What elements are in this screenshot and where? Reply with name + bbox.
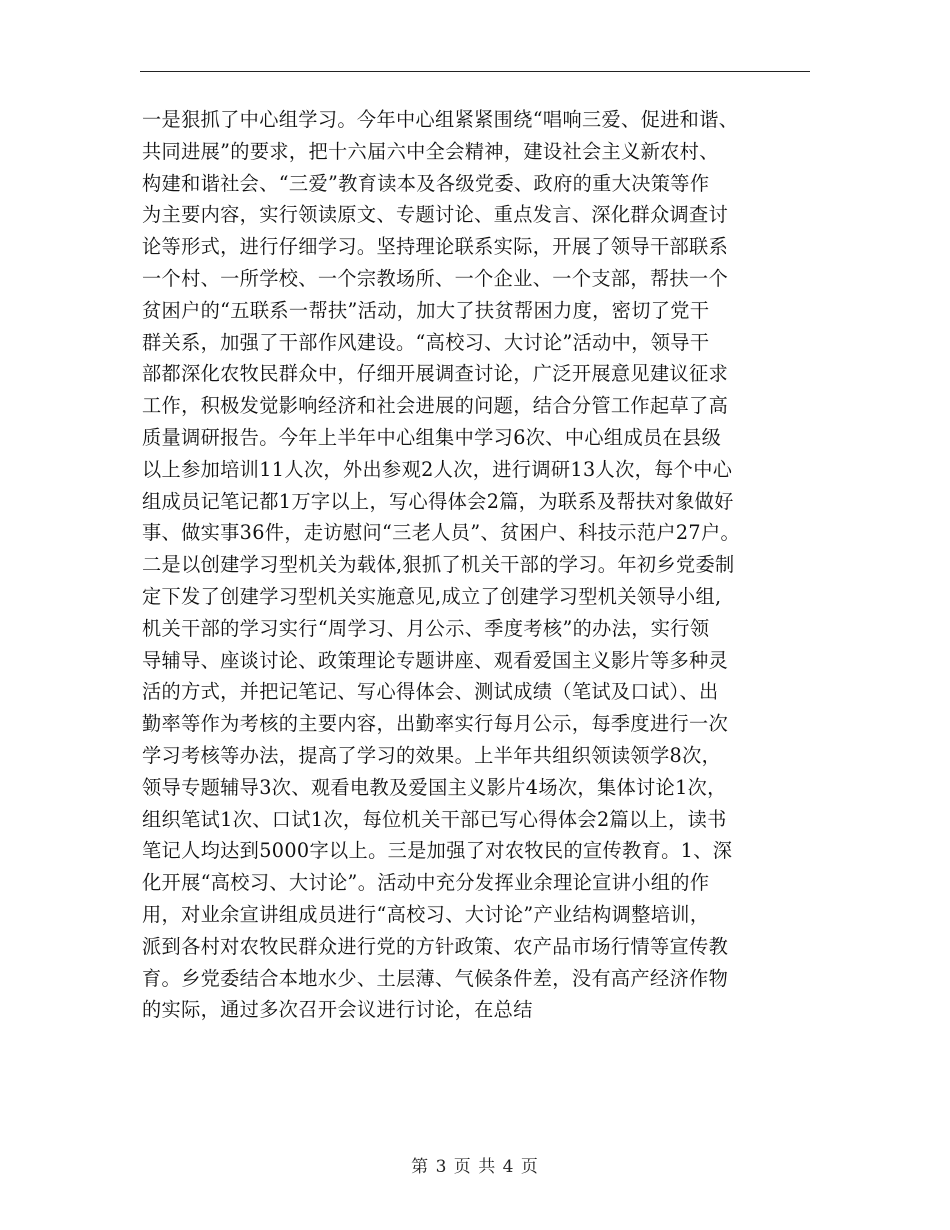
text-line-16: 定下发了创建学习型机关实施意见,成立了创建学习型机关领导小组, [142, 584, 722, 608]
text-line-21: 学习考核等办法，提高了学习的效果。上半年共组织领读领学8次， [142, 743, 722, 767]
text-line-18: 导辅导、座谈讨论、政策理论专题讲座、观看爱国主义影片等多种灵 [142, 648, 729, 672]
text-line-13: 组成员记笔记都1万字以上，写心得体会2篇，为联系及帮扶对象做好 [142, 489, 734, 513]
text-line-15: 二是以创建学习型机关为载体,狠抓了机关干部的学习。年初乡党委制 [142, 553, 735, 577]
text-line-10: 工作，积极发觉影响经济和社会进展的问题，结合分管工作起草了高 [142, 394, 729, 418]
text-line-28: 育。乡党委结合本地水少、土层薄、气候条件差，没有高产经济作物 [142, 966, 729, 990]
text-line-5: 论等形式，进行仔细学习。坚持理论联系实际，开展了领导干部联系 [142, 235, 729, 259]
header-rule [140, 71, 810, 72]
text-line-22: 领导专题辅导3次、观看电教及爱国主义影片4场次，集体讨论1次， [142, 775, 727, 799]
text-line-3: 构建和谐社会、“三爱”教育读本及各级党委、政府的重大决策等作 [142, 171, 710, 195]
text-line-20: 勤率等作为考核的主要内容，出勤率实行每月公示，每季度进行一次 [142, 712, 729, 736]
text-line-26: 用，对业余宣讲组成员进行“高校习、大讨论”产业结构调整培训， [142, 902, 710, 926]
text-line-4: 为主要内容，实行领读原文、专题讨论、重点发言、深化群众调查讨 [142, 203, 729, 227]
text-line-24: 笔记人均达到5000字以上。三是加强了对农牧民的宣传教育。1、深 [142, 839, 733, 863]
text-line-19: 活的方式，并把记笔记、写心得体会、测试成绩（笔试及口试）、出 [142, 680, 719, 704]
text-line-8: 群关系，加强了干部作风建设。“高校习、大讨论”活动中，领导干 [142, 330, 710, 354]
text-line-29: 的实际，通过多次召开会议进行讨论，在总结 [142, 998, 533, 1022]
page-number-footer: 第 3 页 共 4 页 [411, 1157, 539, 1177]
body-text [142, 104, 822, 1026]
text-line-6: 一个村、一所学校、一个宗教场所、一个企业、一个支部，帮扶一个 [142, 266, 729, 290]
text-line-2: 共同进展”的要求，把十六届六中全会精神，建设社会主义新农村、 [142, 139, 719, 163]
text-line-14: 事、做实事36件，走访慰问“三老人员”、贫困户、科技示范户27户。 [142, 521, 741, 545]
text-line-9: 部都深化农牧民群众中，仔细开展调查讨论，广泛开展意见建议征求 [142, 362, 729, 386]
text-line-23: 组织笔试1次、口试1次，每位机关干部已写心得体会2篇以上，读书 [142, 807, 727, 831]
text-line-17: 机关干部的学习实行“周学习、月公示、季度考核”的办法，实行领 [142, 616, 710, 640]
text-line-27: 派到各村对农牧民群众进行党的方针政策、农产品市场行情等宣传教 [142, 934, 729, 958]
text-line-7: 贫困户的“五联系一帮扶”活动，加大了扶贫帮困力度，密切了党干 [142, 298, 710, 322]
text-line-25: 化开展“高校习、大讨论”。活动中充分发挥业余理论宣讲小组的作 [142, 871, 710, 895]
text-line-12: 以上参加培训11人次，外出参观2人次，进行调研13人次，每个中心 [142, 457, 733, 481]
text-line-1: 一是狠抓了中心组学习。今年中心组紧紧围绕“唱响三爱、促进和谐、 [142, 108, 739, 131]
text-line-11: 质量调研报告。今年上半年中心组集中学习6次、中心组成员在县级 [142, 425, 722, 449]
